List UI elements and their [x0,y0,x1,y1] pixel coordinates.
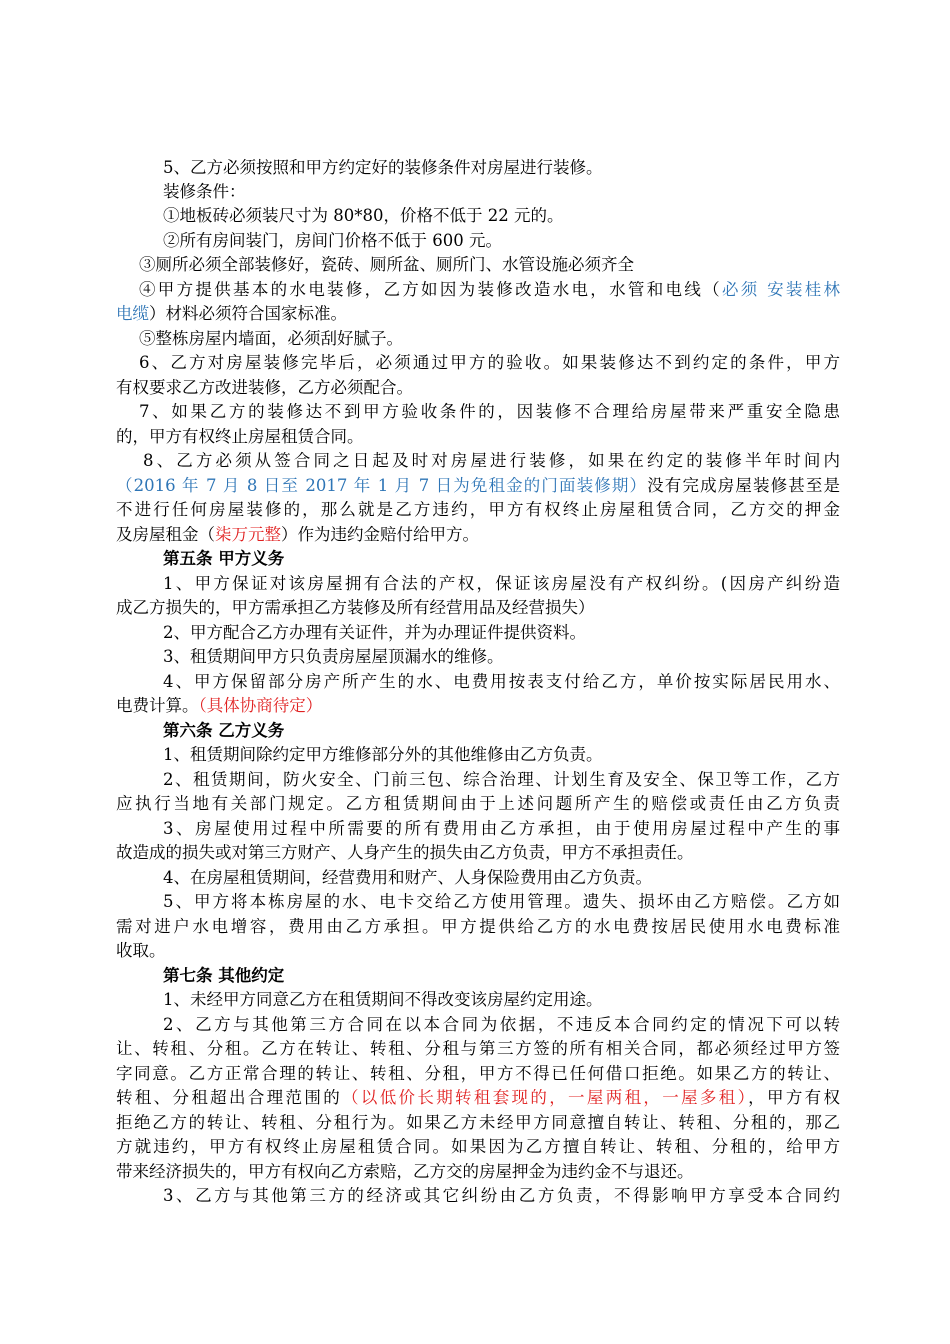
text-segment: 电费计算。 [116,696,199,715]
text-segment: 应执行当地有关部门规定。乙方租赁期间由于上述问题所产生的赔偿或责任由乙方负责 [116,794,840,813]
text-segment: ②所有房间装门，房间门价格不低于 600 元。 [163,231,502,250]
text-segment: ）作为违约金赔付给甲方。 [281,525,479,544]
text-line [116,694,840,718]
text-segment: 2、租赁期间，防火安全、门前三包、综合治理、计划生育及安全、保卫等工作，乙方 [163,770,840,789]
text-line [116,1160,840,1184]
text-segment: 1、租赁期间除约定甲方维修部分外的其他维修由乙方负责。 [163,745,603,764]
text-segment: 5、乙方必须按照和甲方约定好的装修条件对房屋进行装修。 [163,158,603,177]
text-segment: 2、甲方配合乙方办理有关证件，并为办理证件提供资料。 [163,623,586,642]
text-segment: 带来经济损失的，甲方有权向乙方索赔，乙方交的房屋押金为违约金不与退还。 [116,1162,694,1181]
text-line [116,376,840,400]
text-segment: 4、在房屋租赁期间，经营费用和财产、人身保险费用由乙方负责。 [163,868,652,887]
text-segment: 有权要求乙方改进装修，乙方必须配合。 [116,378,413,397]
text-segment: 7、如果乙方的装修达不到甲方验收条件的，因装修不合理给房屋带来严重安全隐患 [139,402,840,421]
section-heading [163,964,840,988]
text-segment: 及房屋租金（ [116,525,215,544]
text-line [116,302,840,326]
text-line [139,327,840,351]
text-segment: ③厕所必须全部装修好，瓷砖、厕所盆、厕所门、水管设施必须齐全 [139,255,634,274]
text-line [116,1086,840,1110]
text-segment: 第六条 乙方义务 [163,721,285,740]
text-segment: 故造成的损失或对第三方财产、人身产生的损失由乙方负责，甲方不承担责任。 [116,843,694,862]
text-segment: 3、房屋使用过程中所需要的所有费用由乙方承担，由于使用房屋过程中产生的事 [163,819,840,838]
text-segment: 拒绝乙方的转让、转租、分租行为。如果乙方未经甲方同意擅自转让、转租、分租的，那乙 [116,1113,840,1132]
text-line [163,743,840,767]
text-segment: 5、甲方将本栋房屋的水、电卡交给乙方使用管理。遗失、损坏由乙方赔偿。乙方如 [163,892,840,911]
text-segment: 收取。 [116,941,166,960]
text-line [163,156,840,180]
section-heading [163,547,840,571]
text-line [163,229,840,253]
text-segment: 第五条 甲方义务 [163,549,285,568]
text-segment: 的，甲方有权终止房屋租赁合同。 [116,427,364,446]
text-segment: 没有完成房屋装修甚至是 [647,476,840,495]
text-line [163,1184,840,1208]
text-line [116,1135,840,1159]
text-segment: 转租、分租超出合理范围的 [116,1088,343,1107]
text-line [116,792,840,816]
text-segment: 1、甲方保证对该房屋拥有合法的产权，保证该房屋没有产权纠纷。(因房产纠纷造 [163,574,840,593]
text-line [163,645,840,669]
text-line [116,498,840,522]
text-segment: 8、乙方必须从签合同之日起及时对房屋进行装修，如果在约定的装修半年时间内 [143,451,840,470]
text-line [143,449,840,473]
text-segment: 需对进户水电增容，费用由乙方承担。甲方提供给乙方的水电费按居民使用水电费标准 [116,917,840,936]
text-segment: 第七条 其他约定 [163,966,285,985]
text-segment: 不进行任何房屋装修的，那么就是乙方违约，甲方有权终止房屋租赁合同，乙方交的押金 [116,500,840,519]
section-heading [163,719,840,743]
text-line [116,596,840,620]
highlight-blue-text: 必须 安装桂林 [721,280,840,299]
text-line [116,1037,840,1061]
text-segment: ，甲方有权 [748,1088,840,1107]
text-line [163,768,840,792]
text-segment: 让、转租、分租。乙方在转让、转租、分租与第三方签的所有相关合同，都必须经过甲方签 [116,1039,840,1058]
text-line [163,1013,840,1037]
text-line [116,1062,840,1086]
text-line [163,621,840,645]
text-segment: 3、租赁期间甲方只负责房屋屋顶漏水的维修。 [163,647,504,666]
text-segment: 6、乙方对房屋装修完毕后，必须通过甲方的验收。如果装修达不到约定的条件，甲方 [139,353,840,372]
text-line [116,939,840,963]
highlight-red-text: （具体协商待定） [198,696,323,715]
text-line [139,351,840,375]
highlight-blue-text: （2016 年 7 月 8 日至 2017 年 1 月 7 日为免租金的门面装修期） [116,476,648,495]
text-line [116,523,840,547]
text-segment: 3、乙方与其他第三方的经济或其它纠纷由乙方负责，不得影响甲方享受本合同约 [163,1186,840,1205]
text-line [116,841,840,865]
text-line [116,425,840,449]
text-segment: ④甲方提供基本的水电装修，乙方如因为装修改造水电，水管和电线（ [139,280,722,299]
highlight-red-text: 柒万元整 [215,525,281,544]
text-line [163,866,840,890]
text-segment: 装修条件： [163,182,246,201]
text-segment: ①地板砖必须装尺寸为 80*80，价格不低于 22 元的。 [163,206,564,225]
text-segment: 1、未经甲方同意乙方在租赁期间不得改变该房屋约定用途。 [163,990,603,1009]
text-line [116,1111,840,1135]
text-segment: 成乙方损失的，甲方需承担乙方装修及所有经营用品及经营损失） [116,598,595,617]
text-line [163,180,840,204]
text-segment: 字同意。乙方正常合理的转让、转租、分租，甲方不得已任何借口拒绝。如果乙方的转让、 [116,1064,840,1083]
text-line [163,890,840,914]
text-line [163,988,840,1012]
text-line [163,670,840,694]
text-line [163,817,840,841]
highlight-blue-text: 电缆 [116,304,149,323]
text-segment: ⑤整栋房屋内墙面，必须刮好腻子。 [139,329,403,348]
text-segment: 4、甲方保留部分房产所产生的水、电费用按表支付给乙方，单价按实际居民用水、 [163,672,840,691]
text-line [116,474,840,498]
highlight-red-text: （以低价长期转租套现的，一屋两租，一屋多租） [342,1088,749,1107]
text-segment: ）材料必须符合国家标准。 [149,304,347,323]
text-line [139,278,840,302]
text-segment: 方就违约，甲方有权终止房屋租赁合同。如果因为乙方擅自转让、转租、分租的，给甲方 [116,1137,840,1156]
text-line [116,915,840,939]
text-segment: 2、乙方与其他第三方合同在以本合同为依据，不违反本合同约定的情况下可以转 [163,1015,840,1034]
text-line [139,253,840,277]
text-line [163,572,840,596]
text-line [139,400,840,424]
text-line [163,204,840,228]
